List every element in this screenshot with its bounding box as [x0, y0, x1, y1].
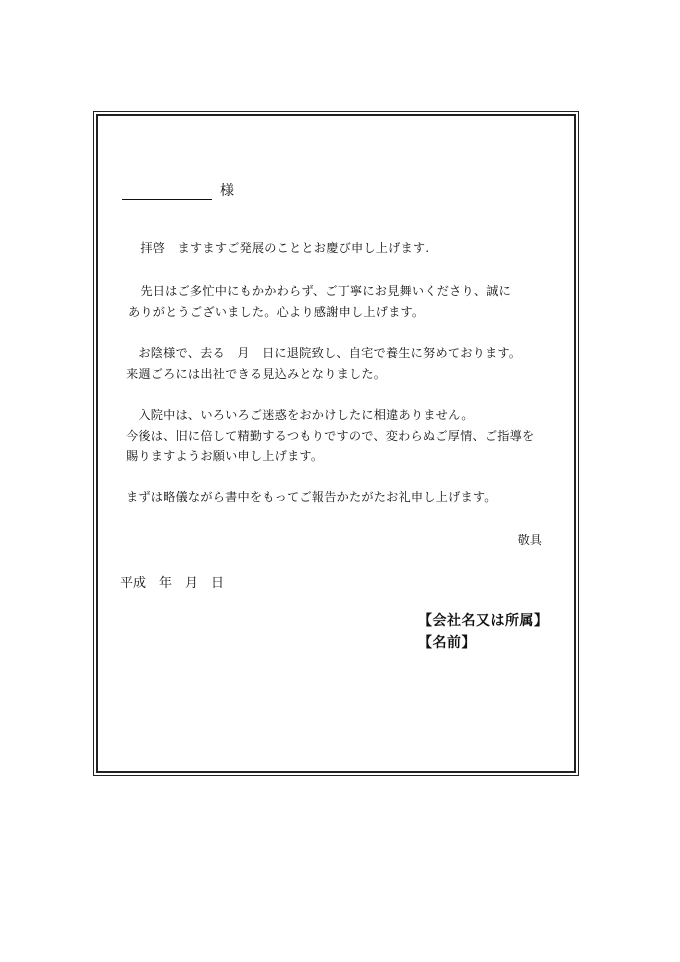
sender-name: 【名前】	[418, 635, 476, 651]
closing-paragraph: まずは略儀ながら書中をもってご報告かたがたお礼申し上げます。	[126, 490, 497, 504]
thanks-paragraph: 先日はご多忙中にもかかわらず、ご丁寧にお見舞いくださり、誠に ありがとうございました。心より感謝申し上げます。	[128, 284, 512, 319]
letter-date: 平成 年 月 日	[120, 576, 225, 591]
recipient-line	[122, 180, 234, 200]
recipient-blank[interactable]	[122, 185, 212, 200]
recovery-paragraph: お陰様で、去る 月 日に退院致し、自宅で養生に努めております。 来週ごろには出社できる見込みとなりました。	[126, 346, 522, 381]
apology-paragraph: 入院中は、いろいろご迷惑をおかけしたに相違ありません。 今後は、旧に倍して精勤するつもりですので、変わらぬご厚情、ご指導を 賜りますようお願い申し上げます。	[126, 408, 535, 463]
greeting-paragraph: 拝啓 ますますご発展のこととお慶び申し上げます.	[128, 241, 430, 255]
recipient-suffix: 様	[220, 183, 234, 199]
closing-word: 敬具	[517, 533, 542, 547]
sender-company: 【会社名又は所属】	[418, 613, 549, 629]
